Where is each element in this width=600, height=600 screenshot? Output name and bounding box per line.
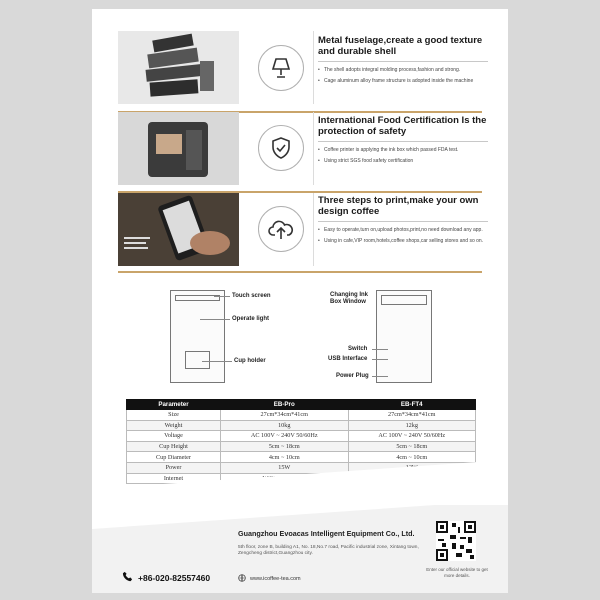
feature-2-bullet: • Coffee printer is applying the ink box which passed FDA test. xyxy=(318,147,498,154)
phone-number xyxy=(122,571,210,584)
feature-divider xyxy=(313,193,314,266)
table-cell: 12kg xyxy=(348,420,476,431)
shield-check-icon xyxy=(258,125,304,171)
table-cell: Size xyxy=(127,410,221,421)
table-cell: 10kg xyxy=(221,420,349,431)
table-cell: Voltage xyxy=(127,431,221,442)
feature-2-title: International Food Certification Is the protection of safety xyxy=(318,115,487,137)
cloud-upload-icon xyxy=(258,206,304,252)
title-underline xyxy=(318,221,488,222)
phone-app-photo xyxy=(118,193,239,266)
qr-caption: Enter our official website to get more details. xyxy=(426,567,488,578)
feature-3-bullet: • Using in cafe,VIP room,hotels,coffee shops,car selling stores and so on. xyxy=(318,238,498,245)
table-cell: AC 100V ~ 240V 50/60Hz xyxy=(221,431,349,442)
brochure-page xyxy=(92,9,508,593)
globe-icon xyxy=(238,574,246,584)
feature-2-bullet: • Using strict SGS food safety certification xyxy=(318,158,498,165)
company-address: 5th floor, zone B, building A1, No. 18,No.7 road, Pacific industrial zone, Xintang town, Zengcheng district,Guangzhou city. xyxy=(238,545,419,556)
qr-code[interactable] xyxy=(436,521,476,561)
gold-divider xyxy=(118,271,482,273)
machine-exploded-photo xyxy=(118,31,239,104)
table-cell: 4cm ~ 10cm xyxy=(348,452,476,463)
table-header: EB-FT4 xyxy=(348,400,476,410)
leader-line xyxy=(372,376,388,377)
label-operate-light: Operate light xyxy=(232,316,270,322)
table-row xyxy=(127,452,476,463)
label-usb-interface: USB Interface xyxy=(328,356,368,362)
company-name: Guangzhou Evoacas Intelligent Equipment Co., Ltd. xyxy=(238,529,415,538)
table-row xyxy=(127,431,476,442)
machine-screen-photo xyxy=(118,112,239,185)
feature-1-bullet: • The shell adopts integral molding process,fashion and strong. xyxy=(318,67,498,74)
table-cell: 27cm*34cm*41cm xyxy=(348,410,476,421)
table-cell: Internet xyxy=(127,473,221,484)
website-text[interactable]: www.icoffee-tea.com xyxy=(250,576,301,582)
label-changing-ink-box-window: Changing Ink Box Window xyxy=(330,292,368,305)
feature-divider xyxy=(313,112,314,185)
front-view-machine xyxy=(170,290,225,383)
label-power-plug: Power Plug xyxy=(336,373,369,379)
table-cell: Cup Height xyxy=(127,441,221,452)
table-cell: 5cm ~ 18cm xyxy=(348,441,476,452)
table-row xyxy=(127,441,476,452)
table-cell: Cup Diameter xyxy=(127,452,221,463)
table-cell: 15W xyxy=(221,462,349,473)
phone-icon xyxy=(122,571,133,584)
feature-1-title: Metal fuselage,create a good texture and durable shell xyxy=(318,35,483,57)
label-cup-holder: Cup holder xyxy=(234,358,266,364)
lamp-icon xyxy=(258,45,304,91)
feature-3-title: Three steps to print,make your own design coffee xyxy=(318,195,479,217)
table-cell: 27cm*34cm*41cm xyxy=(221,410,349,421)
feature-3-text xyxy=(318,195,498,249)
table-cell: AC 100V ~ 240V 50/60Hz xyxy=(348,431,476,442)
feature-1-bullet: • Cage aluminum alloy frame structure is adopted inside the machine xyxy=(318,78,498,85)
cup-holder xyxy=(185,351,210,369)
ink-box-window xyxy=(381,295,427,305)
table-row xyxy=(127,410,476,421)
table-cell: Power xyxy=(127,462,221,473)
title-underline xyxy=(318,141,488,142)
leader-line xyxy=(200,319,230,320)
phone-text: +86-020-82557460 xyxy=(138,572,211,583)
feature-2-text xyxy=(318,115,498,169)
table-cell: 5cm ~ 18cm xyxy=(221,441,349,452)
title-underline xyxy=(318,61,488,62)
leader-line xyxy=(372,349,388,350)
table-header: Parameter xyxy=(127,400,221,410)
leader-line xyxy=(202,361,232,362)
label-touch-screen: Touch screen xyxy=(232,293,271,299)
website[interactable] xyxy=(238,574,301,584)
label-switch: Switch xyxy=(348,346,368,352)
table-header: EB-Pro xyxy=(221,400,349,410)
table-header-row xyxy=(127,400,476,410)
feature-1-text xyxy=(318,35,498,89)
leader-line xyxy=(372,359,388,360)
table-cell: Weight xyxy=(127,420,221,431)
back-view-machine xyxy=(376,290,432,383)
table-cell: 4cm ~ 10cm xyxy=(221,452,349,463)
leader-line xyxy=(214,296,230,297)
feature-3-bullet: • Easy to operate,turn on,upload photos,print,no need download any app. xyxy=(318,227,498,234)
table-row xyxy=(127,420,476,431)
feature-divider xyxy=(313,31,314,104)
